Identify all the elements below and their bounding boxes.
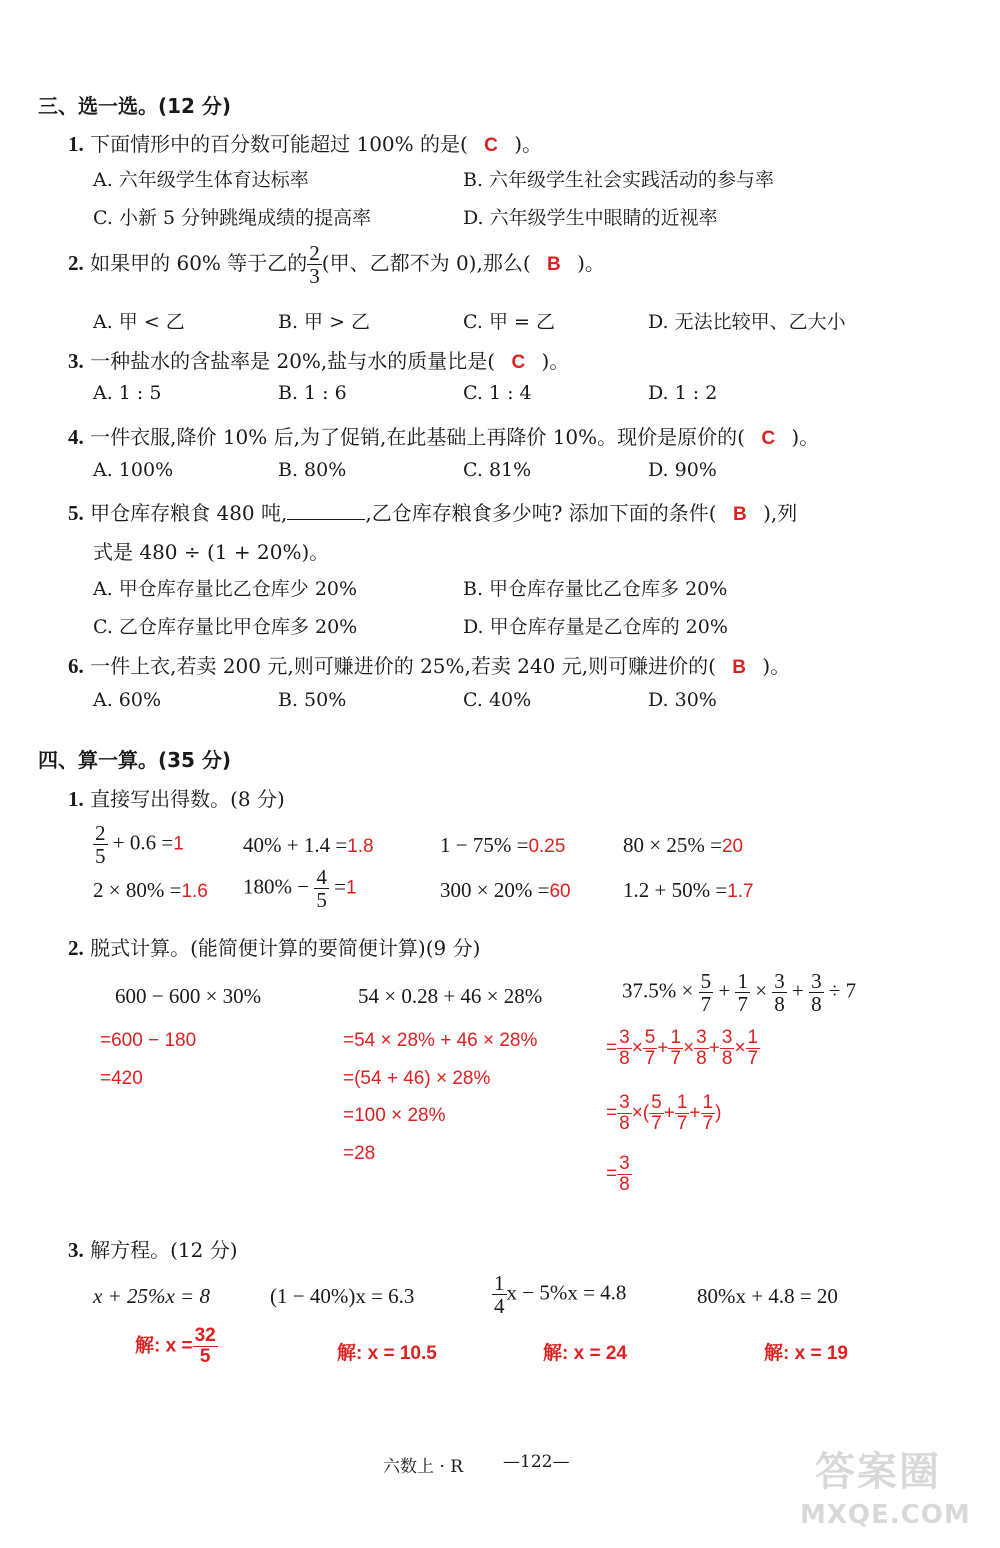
calc-item-1: $\frac{2}{5}$ + 0.6 =1 (95, 821, 184, 869)
solution-1: 解: x = $\frac{32}{5}$ (135, 1325, 216, 1367)
q3-text: 一种盐水的含盐率是 20%,盐与水的质量比是( (90, 349, 496, 373)
q3-option-c: C. 1 : 4 (463, 382, 532, 404)
q5-option-c: C. 乙仓库存量比甲仓库多 20% (93, 616, 358, 638)
calc-item-8: 1.2 + 50% =1.7 (623, 878, 754, 902)
q5-option-b: B. 甲仓库存量比乙仓库多 20% (463, 578, 728, 600)
q3-option-b: B. 1 : 6 (278, 382, 347, 404)
calc-answer-1: 1 (173, 833, 184, 855)
q4-option-d: D. 90% (648, 459, 717, 481)
q5-option-a: A. 甲仓库存量比乙仓库少 20% (93, 578, 358, 600)
solution-4: 解: x = 19 (764, 1343, 848, 1364)
q6-answer: B (732, 657, 747, 678)
p2-expr-3: 37.5% × $\frac{5}{7}$ + $\frac{1}{7}$ × $\frac{3}{8}$ + $\frac{3}{8}$ ÷ 7 (622, 969, 857, 1017)
q3-number: 3. (68, 349, 84, 373)
p2-step-3-3: = $\frac{3}{8}$ (606, 1153, 630, 1195)
q2-fraction: $\frac{2}{3}$ (309, 241, 320, 289)
calc-answer-3: 0.25 (528, 836, 566, 857)
q2-close: )。 (577, 251, 605, 276)
q2-answer: B (547, 254, 561, 276)
q6-number: 6. (68, 654, 84, 678)
p2-step-3-1: = $\frac{3}{8}$ × $\frac{5}{7}$ + $\frac{1}{7}$ × $\frac{3}{8}$ + $\frac{3}{8}$ × $\frac{1}{7}$ (606, 1027, 759, 1069)
q2-text-pre: 如果甲的 60% 等于乙的 (90, 251, 308, 276)
calc-answer-4: 20 (721, 836, 744, 857)
q4-stem (68, 421, 819, 450)
q1-stem (68, 128, 542, 157)
p2-expr-1: 600 − 600 × 30% (115, 984, 262, 1008)
p2-step-3-2: = $\frac{3}{8}$ ×( $\frac{5}{7}$ + $\frac{1}{7}$ + $\frac{1}{7}$ ) (606, 1092, 722, 1134)
q4-option-c: C. 81% (463, 459, 532, 481)
q4-number: 4. (68, 425, 84, 449)
calc-item-4: 80 × 25% =20 (623, 833, 744, 857)
q4-option-a: A. 100% (93, 459, 174, 481)
q6-option-c: C. 40% (463, 689, 532, 711)
q2-option-d: D. 无法比较甲、乙大小 (648, 311, 846, 333)
footer-page-number: —122— (503, 1452, 570, 1472)
q3-close: )。 (541, 349, 570, 373)
solution-2: 解: x = 10.5 (337, 1343, 437, 1364)
q2-option-a: A. 甲 < 乙 (93, 311, 185, 333)
q5-text-mid: ,乙仓库存粮食多少吨? 添加下面的条件( (365, 501, 717, 525)
q6-text: 一件上衣,若卖 200 元,则可赚进价的 25%,若卖 240 元,则可赚进价的( (90, 654, 716, 678)
calc-item-3: 1 − 75% =0.25 (440, 833, 566, 857)
q5-blank (287, 501, 365, 520)
q2-stem (68, 242, 605, 287)
q5-answer: B (732, 504, 747, 525)
footer-book-label: 六数上 · R (383, 1457, 464, 1477)
q4-option-b: B. 80% (278, 459, 347, 481)
p2-step-1-1: =600 − 180 (100, 1030, 197, 1051)
q5-stem (68, 497, 797, 526)
q2-number: 2. (68, 251, 84, 276)
q4-text: 一件衣服,降价 10% 后,为了促销,在此基础上再降价 10%。现价是原价的( (90, 425, 745, 449)
q5-line2: 式是 480 ÷ (1 + 20%)。 (93, 540, 330, 564)
p2-step-1-2: =420 (100, 1068, 143, 1089)
q6-stem (68, 650, 790, 679)
q6-option-b: B. 50% (278, 689, 347, 711)
q6-option-d: D. 30% (648, 689, 717, 711)
p2-step-2-1: =54 × 28% + 46 × 28% (343, 1030, 538, 1051)
equation-1: x + 25%x = 8 (93, 1284, 210, 1308)
part3-title: 3. 解方程。(12 分) (68, 1238, 238, 1262)
q5-option-d: D. 甲仓库存量是乙仓库的 20% (463, 616, 728, 638)
q1-text: 下面情形中的百分数可能超过 100% 的是( (90, 132, 468, 156)
p2-step-2-2: =(54 + 46) × 28% (343, 1068, 491, 1089)
q3-answer: C (511, 352, 526, 373)
calc-item-5: 2 × 80% =1.6 (93, 878, 208, 902)
equation-3: $\frac{1}{4}$ x − 5%x = 4.8 (494, 1271, 627, 1319)
q1-option-c: C. 小新 5 分钟跳绳成绩的提高率 (93, 207, 372, 229)
q3-option-d: D. 1 : 2 (648, 382, 718, 404)
q2-option-b: B. 甲 > 乙 (278, 311, 371, 333)
q1-number: 1. (68, 132, 84, 156)
q2-text-post: (甲、乙都不为 0),那么( (321, 251, 531, 276)
q5-number: 5. (68, 501, 84, 525)
part1-title: 1. 直接写出得数。(8 分) (68, 787, 285, 811)
q3-option-a: A. 1 : 5 (93, 382, 162, 404)
q4-answer: C (761, 428, 776, 449)
part2-title: 2. 脱式计算。(能简便计算的要简便计算)(9 分) (68, 936, 481, 960)
calc-item-6: 180% − $\frac{4}{5}$ =1 (243, 865, 357, 913)
solution-3: 解: x = 24 (543, 1343, 627, 1364)
q2-option-c: C. 甲 = 乙 (463, 311, 555, 333)
section3-title: 三、选一选。(12 分) (38, 94, 232, 118)
q3-stem (68, 345, 569, 374)
calc-item-7: 300 × 20% =60 (440, 878, 571, 902)
q1-option-b: B. 六年级学生社会实践活动的参与率 (463, 169, 775, 191)
p2-step-2-4: =28 (343, 1143, 376, 1164)
q1-close: )。 (514, 132, 543, 156)
p2-expr-2: 54 × 0.28 + 46 × 28% (358, 984, 543, 1008)
q5-close: ),列 (763, 501, 798, 525)
watermark-url: MXQE.COM (800, 1500, 971, 1530)
calc-answer-6: 1 (345, 877, 357, 899)
p2-step-2-3: =100 × 28% (343, 1105, 446, 1126)
calc-item-2: 40% + 1.4 =1.8 (243, 833, 374, 857)
equation-4: 80%x + 4.8 = 20 (697, 1284, 838, 1308)
section4-title: 四、算一算。(35 分) (38, 748, 232, 772)
q5-text-pre: 甲仓库存粮食 480 吨, (90, 501, 288, 525)
q6-close: )。 (762, 654, 791, 678)
q1-answer: C (484, 135, 498, 156)
q4-close: )。 (791, 425, 820, 449)
q1-option-d: D. 六年级学生中眼睛的近视率 (463, 207, 718, 229)
calc-answer-2: 1.8 (347, 836, 374, 857)
q1-option-a: A. 六年级学生体育达标率 (93, 169, 309, 191)
calc-answer-7: 60 (549, 881, 571, 902)
equation-2: (1 − 40%)x = 6.3 (270, 1284, 415, 1308)
calc-answer-5: 1.6 (181, 881, 208, 902)
q6-option-a: A. 60% (93, 689, 162, 711)
watermark-logo-text: 答案圈 (815, 1449, 941, 1495)
calc-answer-8: 1.7 (727, 881, 754, 902)
